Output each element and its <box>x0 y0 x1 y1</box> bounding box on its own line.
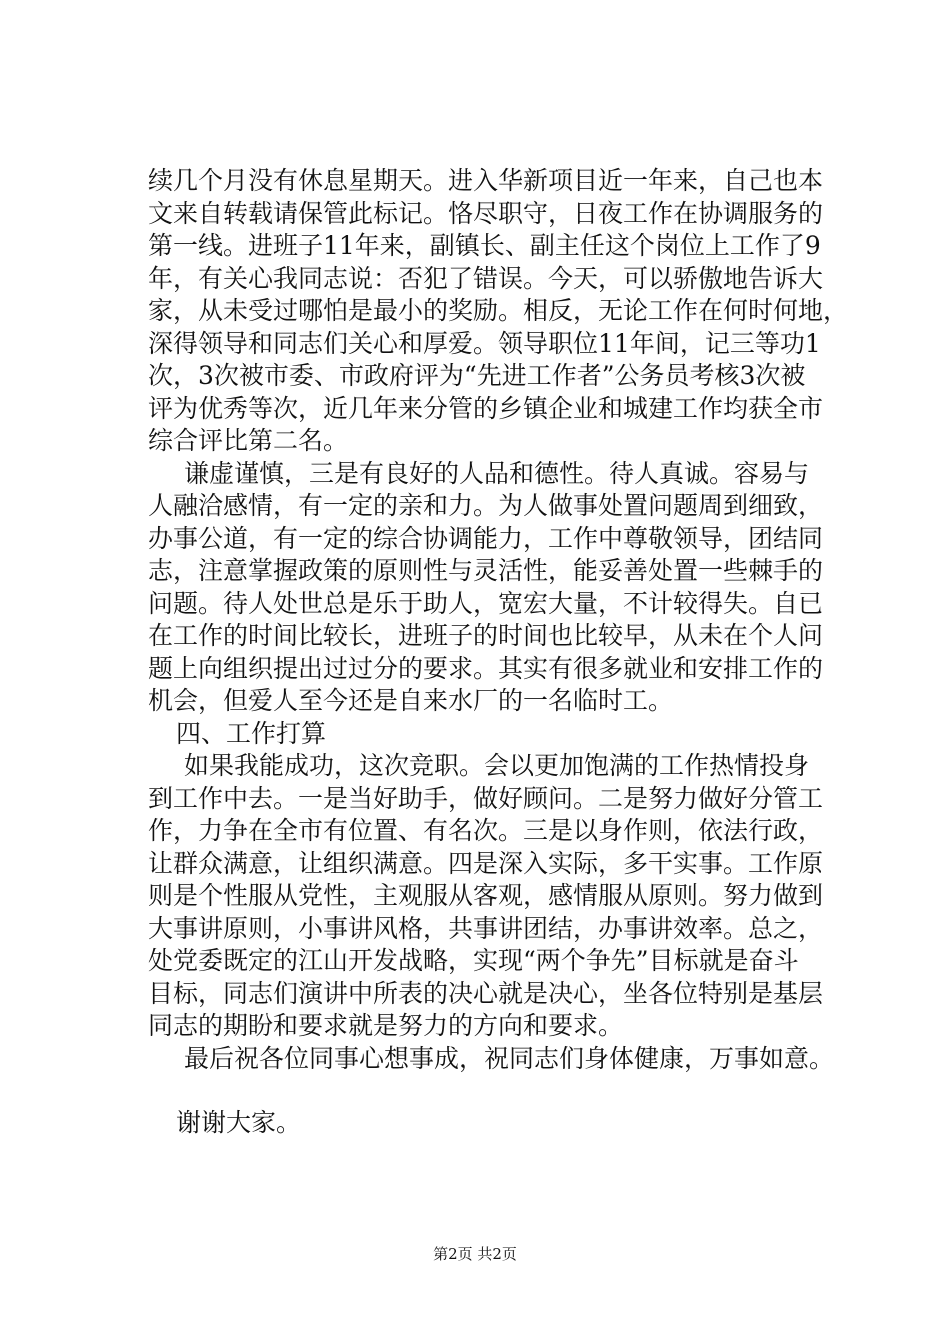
text-line: 处党委既定的江山开发战略，实现“两个争先”目标就是奋斗 <box>148 946 799 975</box>
text-line: 让群众满意，让组织满意。四是深入实际，多干实事。工作原 <box>148 848 824 878</box>
text-line: 办事公道，有一定的综合协调能力，工作中尊敬领导，团结同 <box>148 523 824 553</box>
text-line: 作，力争在全市有位置、有名次。三是以身作则，依法行政， <box>148 816 824 845</box>
text-line: 续几个月没有休息星期天。进入华新项目近一年来，自己也本 <box>148 166 824 195</box>
text-line: 问题。待人处世总是乐于助人，宽宏大量，不计较得失。自已 <box>148 588 824 618</box>
document-body <box>148 165 849 1140</box>
text-line: 文来自转载请保管此标记。恪尽职守，日夜工作在协调服务的 <box>148 198 824 228</box>
text-line: 到工作中去。一是当好助手，做好顾问。二是努力做好分管工 <box>148 783 824 813</box>
text-line: 题上向组织提出过过分的要求。其实有很多就业和安排工作的 <box>148 653 824 683</box>
thanks-line: 谢谢大家。 <box>176 1108 302 1137</box>
section-heading: 四、工作打算 <box>176 718 327 748</box>
text-line: 人融洽感情，有一定的亲和力。为人做事处置问题周到细致， <box>148 491 824 520</box>
text-line: 家，从未受过哪怕是最小的奖励。相反，无论工作在何时何地， <box>148 296 849 325</box>
text-line: 评为优秀等次，近几年来分管的乡镇企业和城建工作均获全市 <box>148 393 824 423</box>
paragraph-start-line: 谦虚谨慎，三是有良好的人品和德性。待人真诚。容易与 <box>184 458 810 488</box>
paragraph-start-line: 如果我能成功，这次竞职。会以更加饱满的工作热情投身 <box>184 751 810 780</box>
text-line: 次，3次被市委、市政府评为“先进工作者”公务员考核3次被 <box>148 361 806 390</box>
text-line: 年，有关心我同志说：否犯了错误。今天，可以骄傲地告诉大 <box>148 263 824 293</box>
text-line: 志，注意掌握政策的原则性与灵活性，能妥善处置一些棘手的 <box>148 556 824 585</box>
text-line: 在工作的时间比较长，进班子的时间也比较早，从未在个人问 <box>148 621 824 650</box>
text-line: 大事讲原则，小事讲风格，共事讲团结，办事讲效率。总之， <box>148 913 824 943</box>
text-line: 第一线。进班子11年来，副镇长、副主任这个岗位上工作了9 <box>148 231 821 260</box>
text-line: 综合评比第二名。 <box>148 426 349 455</box>
text-line: 则是个性服从党性，主观服从客观，感情服从原则。努力做到 <box>148 881 824 910</box>
closing-wishes-line: 最后祝各位同事心想事成，祝同志们身体健康，万事如意。 <box>184 1043 835 1073</box>
text-line: 机会，但爱人至今还是自来水厂的一名临时工。 <box>148 686 674 715</box>
text-line: 目标，同志们演讲中所表的决心就是决心，坐各位特别是基层 <box>148 978 824 1008</box>
page-number-footer: 第2页 共2页 <box>433 1245 517 1263</box>
text-line: 同志的期盼和要求就是努力的方向和要求。 <box>148 1011 624 1040</box>
blank-line <box>148 1075 838 1107</box>
text-line: 深得领导和同志们关心和厚爱。领导职位11年间，记三等功1 <box>148 328 821 358</box>
